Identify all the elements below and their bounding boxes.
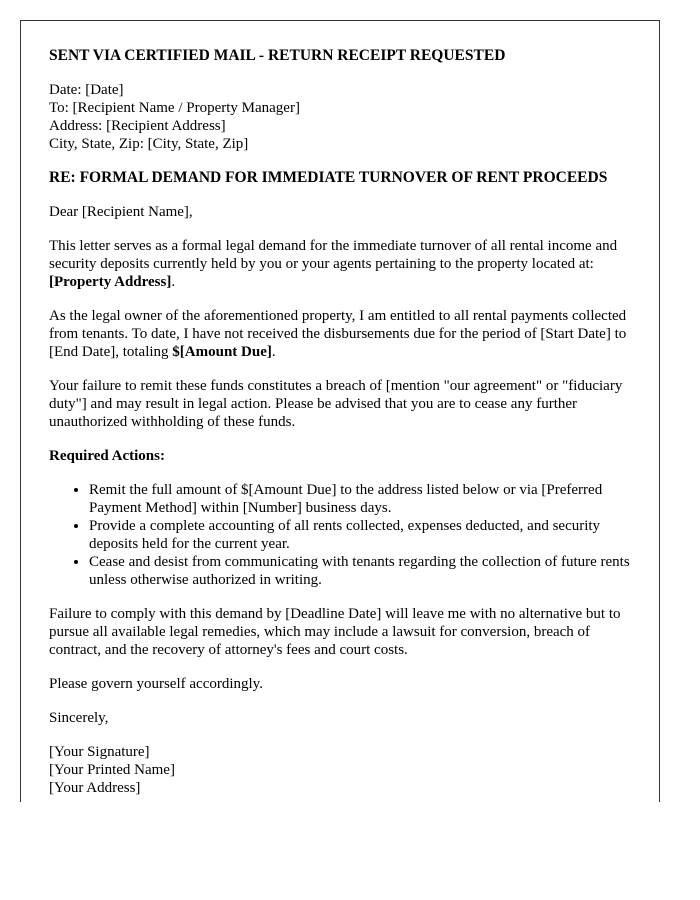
list-item: • Cease and desist from communicating with tenants regarding the collection of future rents unless otherwise authorized in writing. xyxy=(89,553,631,589)
list-item: • Provide a complete accounting of all rents collected, expenses deducted, and security deposits held for the current year. xyxy=(89,517,631,553)
certified-mail-heading: SENT VIA CERTIFIED MAIL - RETURN RECEIPT REQUESTED xyxy=(49,47,506,64)
sender-address-line: [Your Address] xyxy=(49,780,141,796)
salutation: Dear [Recipient Name], xyxy=(49,204,193,220)
property-address: [Property Address] xyxy=(49,274,172,290)
paragraph-consequences: Failure to comply with this demand by [Deadline Date] will leave me with no alternative but to pursue all available legal remedies, which may include a lawsuit for conversion, breach of contract, and the recovery of attorney's fees and court costs. xyxy=(49,606,621,658)
paragraph-demand-end: . xyxy=(171,274,176,290)
paragraph-demand-text: This letter serves as a formal legal demand for the immediate turnover of all rental income and security deposits currently held by you or your agents pertaining to the property located at: xyxy=(49,238,618,272)
paragraph-govern: Please govern yourself accordingly. xyxy=(49,676,263,692)
recipient-address-block xyxy=(49,81,631,153)
paragraph-ownership xyxy=(49,307,631,361)
paragraph-demand xyxy=(49,237,631,291)
list-item: • Remit the full amount of $[Amount Due] to the address listed below or via [Preferred Payment Method] within [Number] business days. xyxy=(89,481,631,517)
date-line: Date: [Date] xyxy=(49,82,124,98)
city-state-zip-line: City, State, Zip: [City, State, Zip] xyxy=(49,136,249,152)
printed-name-line: [Your Printed Name] xyxy=(49,762,175,778)
paragraph-ownership-text: As the legal owner of the aforementioned property, I am entitled to all rental payments collected from tenants. To date, I have not received the disbursements due for the period of [Start Date] to [End Date], totaling xyxy=(49,308,627,360)
subject-line: RE: FORMAL DEMAND FOR IMMEDIATE TURNOVER OF RENT PROCEEDS xyxy=(49,169,608,186)
closing: Sincerely, xyxy=(49,710,109,726)
demand-letter xyxy=(20,20,660,802)
signature-line: [Your Signature] xyxy=(49,744,150,760)
paragraph-breach: Your failure to remit these funds constitutes a breach of [mention "our agreement" or "fiduciary duty"] and may result in legal action. Please be advised that you are to cease any further unauthorized withholding of these funds. xyxy=(49,378,623,430)
address-line: Address: [Recipient Address] xyxy=(49,118,226,134)
required-actions-list xyxy=(49,481,631,589)
signature-block xyxy=(49,743,631,797)
amount-due: $[Amount Due] xyxy=(172,344,272,360)
to-line: To: [Recipient Name / Property Manager] xyxy=(49,100,300,116)
paragraph-ownership-end: . xyxy=(271,344,276,360)
required-actions-heading: Required Actions: xyxy=(49,448,165,464)
